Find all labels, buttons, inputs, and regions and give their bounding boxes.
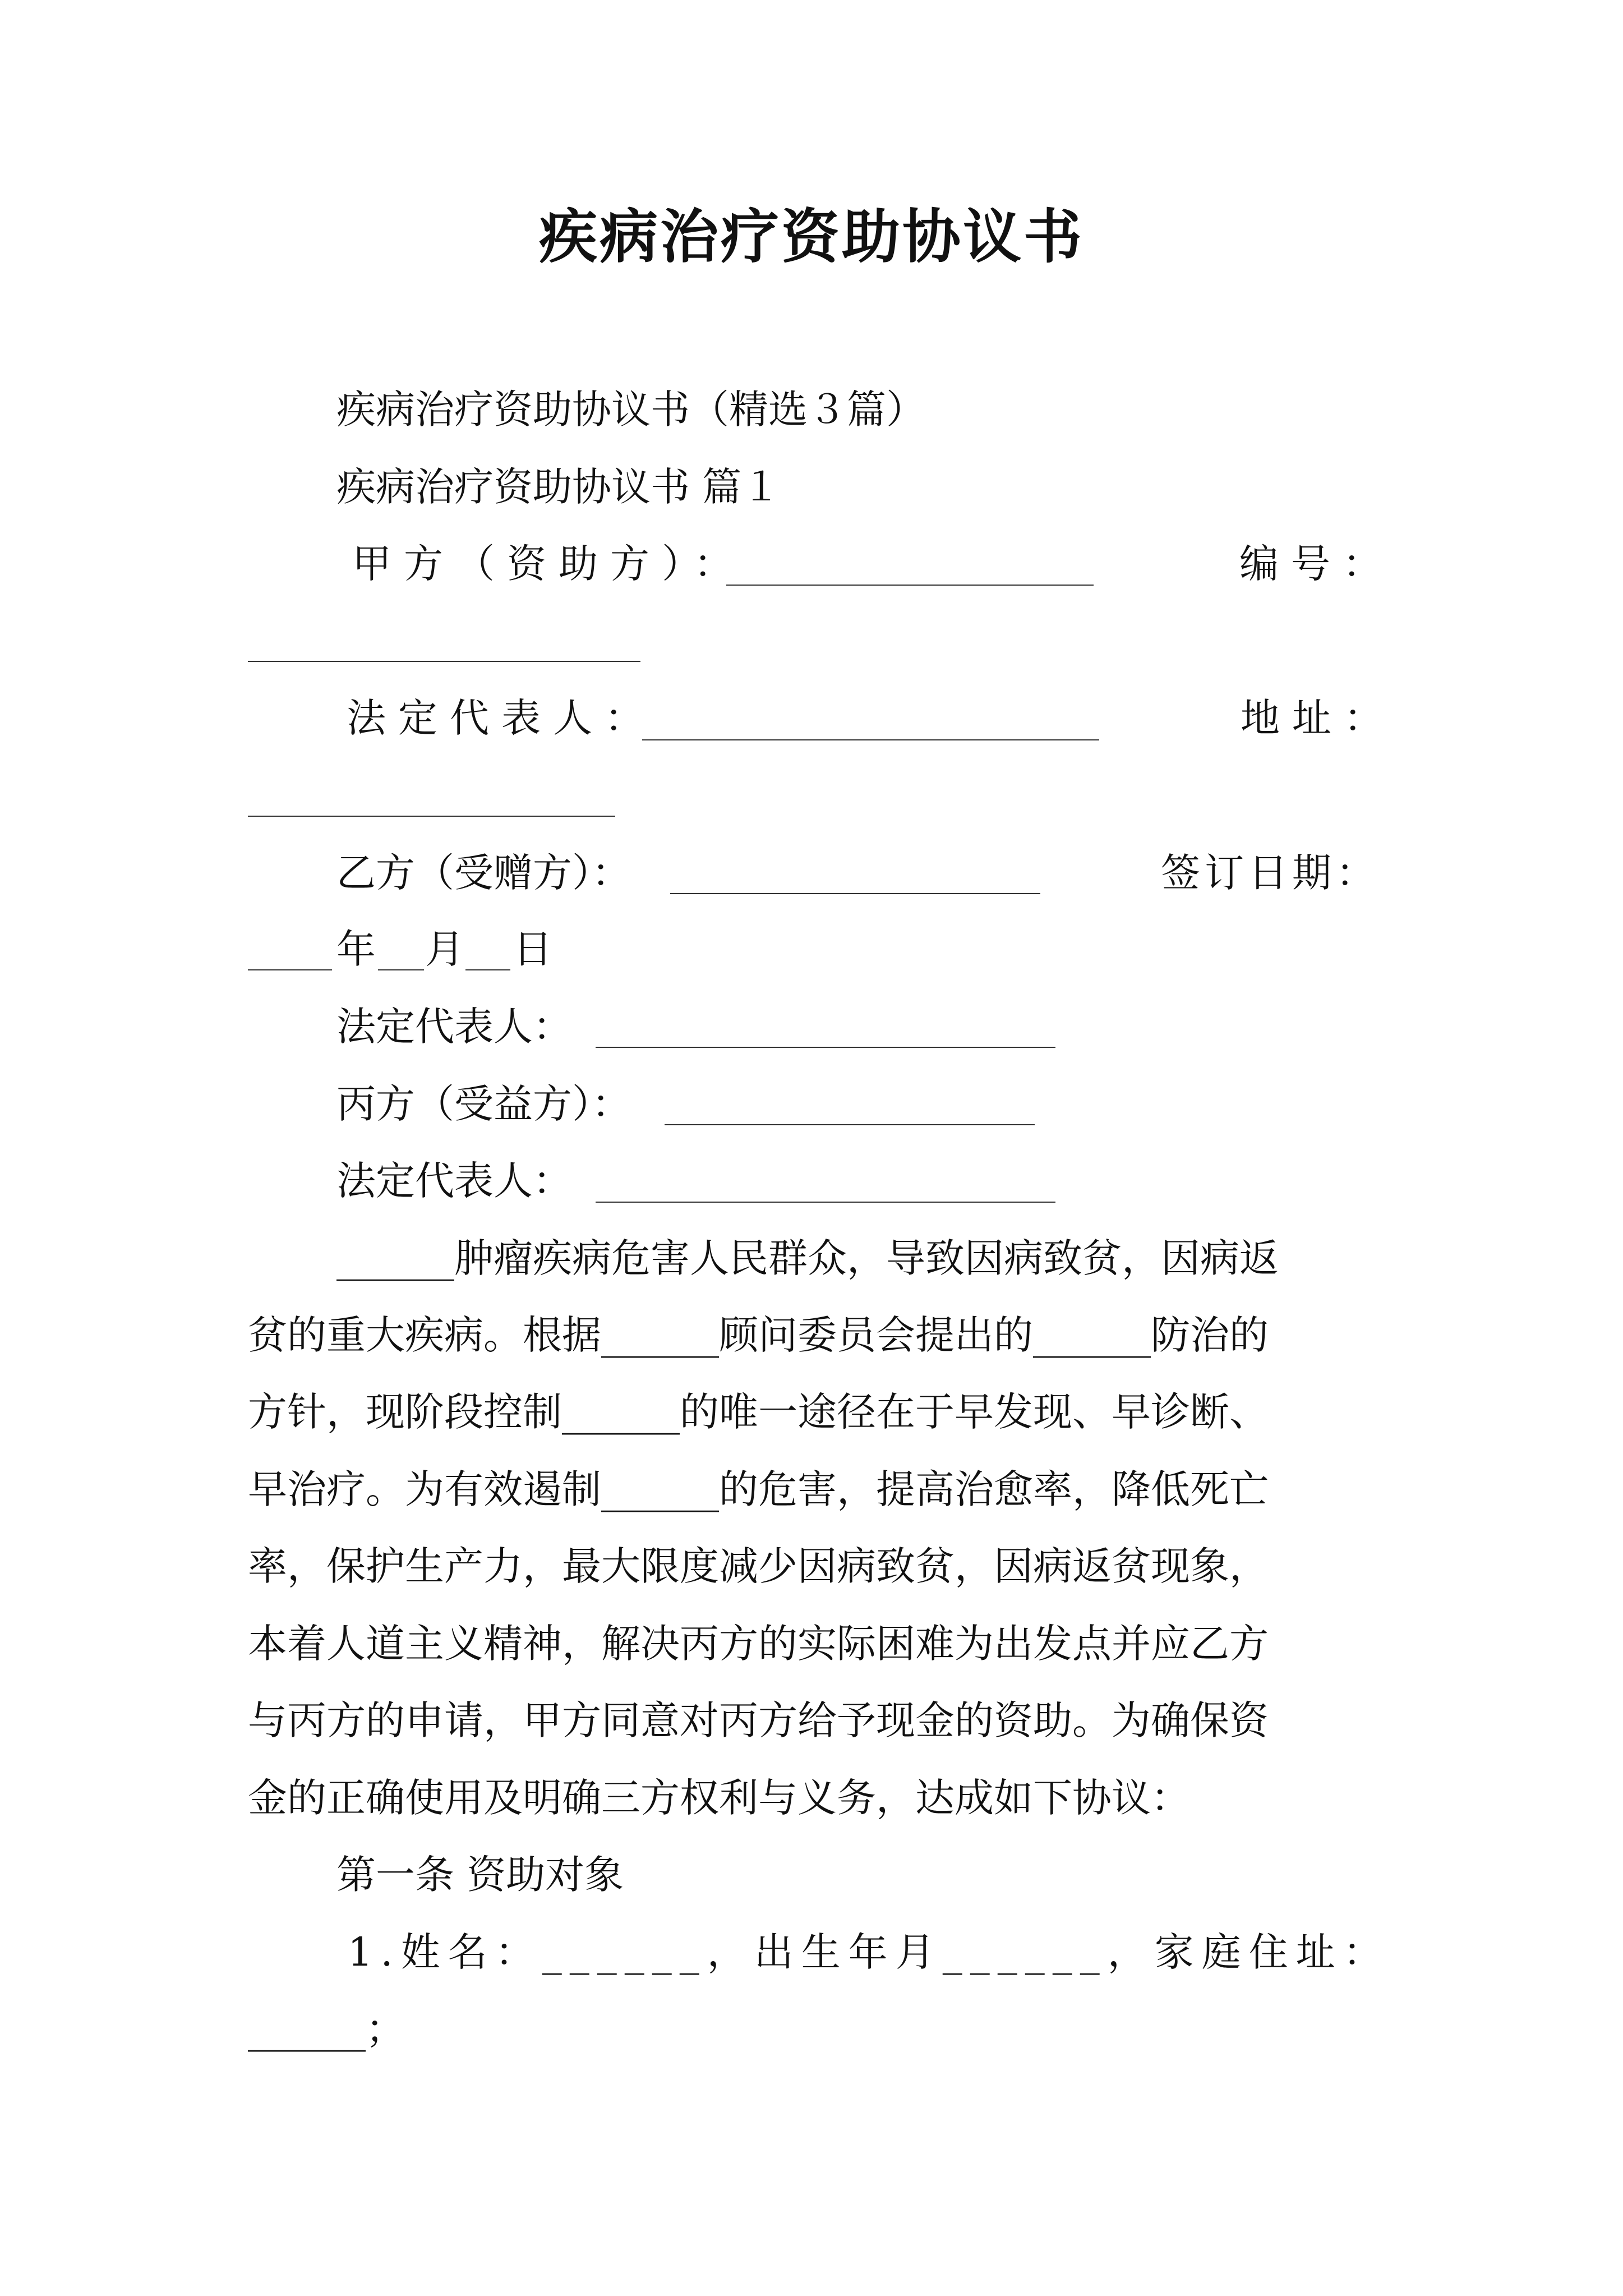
number-blank (248, 661, 640, 662)
address-blank (248, 816, 615, 817)
date-month-blank (378, 969, 424, 970)
date-year: 年 (336, 926, 376, 972)
paragraph-line: 金的正确使用及明确三方权利与义务，达成如下协议： (248, 1775, 1190, 1821)
paragraph-line: ______肿瘤疾病危害人民群众，导致因病致贫，因病返 (336, 1235, 1279, 1281)
legal-rep-blank-2 (596, 1047, 1055, 1048)
party-a-blank (726, 585, 1094, 586)
paragraph-line: 率，保护生产力，最大限度减少因病致贫，因病返贫现象， (248, 1543, 1269, 1589)
document-title: 疾病治疗资助协议书 (538, 202, 1084, 271)
paragraph-line: 本着人道主义精神，解决丙方的实际困难为出发点并应乙方 (248, 1621, 1269, 1667)
date-year-blank (248, 969, 332, 970)
date-day-blank (465, 969, 510, 970)
article-1-heading: 第一条 资助对象 (336, 1852, 624, 1898)
document-subtitle: 疾病治疗资助协议书（精选３篇） (336, 386, 925, 432)
item-1-line-1: 1.姓名：______，出生年月______，家庭住址： (348, 1929, 1390, 1975)
legal-rep-label-2: 法定代表人： (336, 1004, 572, 1050)
date-day: 日 (513, 926, 552, 972)
party-b-blank (670, 893, 1040, 894)
sign-date-label: 签订日期： (1161, 850, 1380, 896)
party-c-label: 丙方（受益方）： (336, 1081, 631, 1127)
paragraph-line: 与丙方的申请，甲方同意对丙方给予现金的资助。为确保资 (248, 1697, 1269, 1743)
legal-rep-label-3: 法定代表人： (336, 1158, 572, 1204)
date-month: 月 (425, 926, 464, 972)
legal-rep-blank-3 (596, 1202, 1055, 1203)
legal-rep-blank-1 (642, 739, 1099, 740)
item-1-line-2: ______； (248, 2006, 405, 2052)
number-label: 编号： (1239, 541, 1394, 587)
paragraph-line: 贫的重大疾病。根据______顾问委员会提出的______防治的 (248, 1312, 1269, 1358)
legal-rep-label-1: 法定代表人： (347, 695, 656, 741)
address-label: 地址： (1241, 695, 1395, 741)
paragraph-line: 方针，现阶段控制______的唯一途径在于早发现、早诊断、 (248, 1389, 1269, 1435)
party-c-blank (665, 1124, 1035, 1125)
paragraph-line: 早治疗。为有效遏制______的危害，提高治愈率，降低死亡 (248, 1466, 1269, 1512)
party-b-label: 乙方（受赠方）： (336, 850, 631, 896)
party-a-label: 甲方（资助方）： (352, 541, 745, 587)
section-heading: 疾病治疗资助协议书 篇１ (336, 464, 781, 510)
